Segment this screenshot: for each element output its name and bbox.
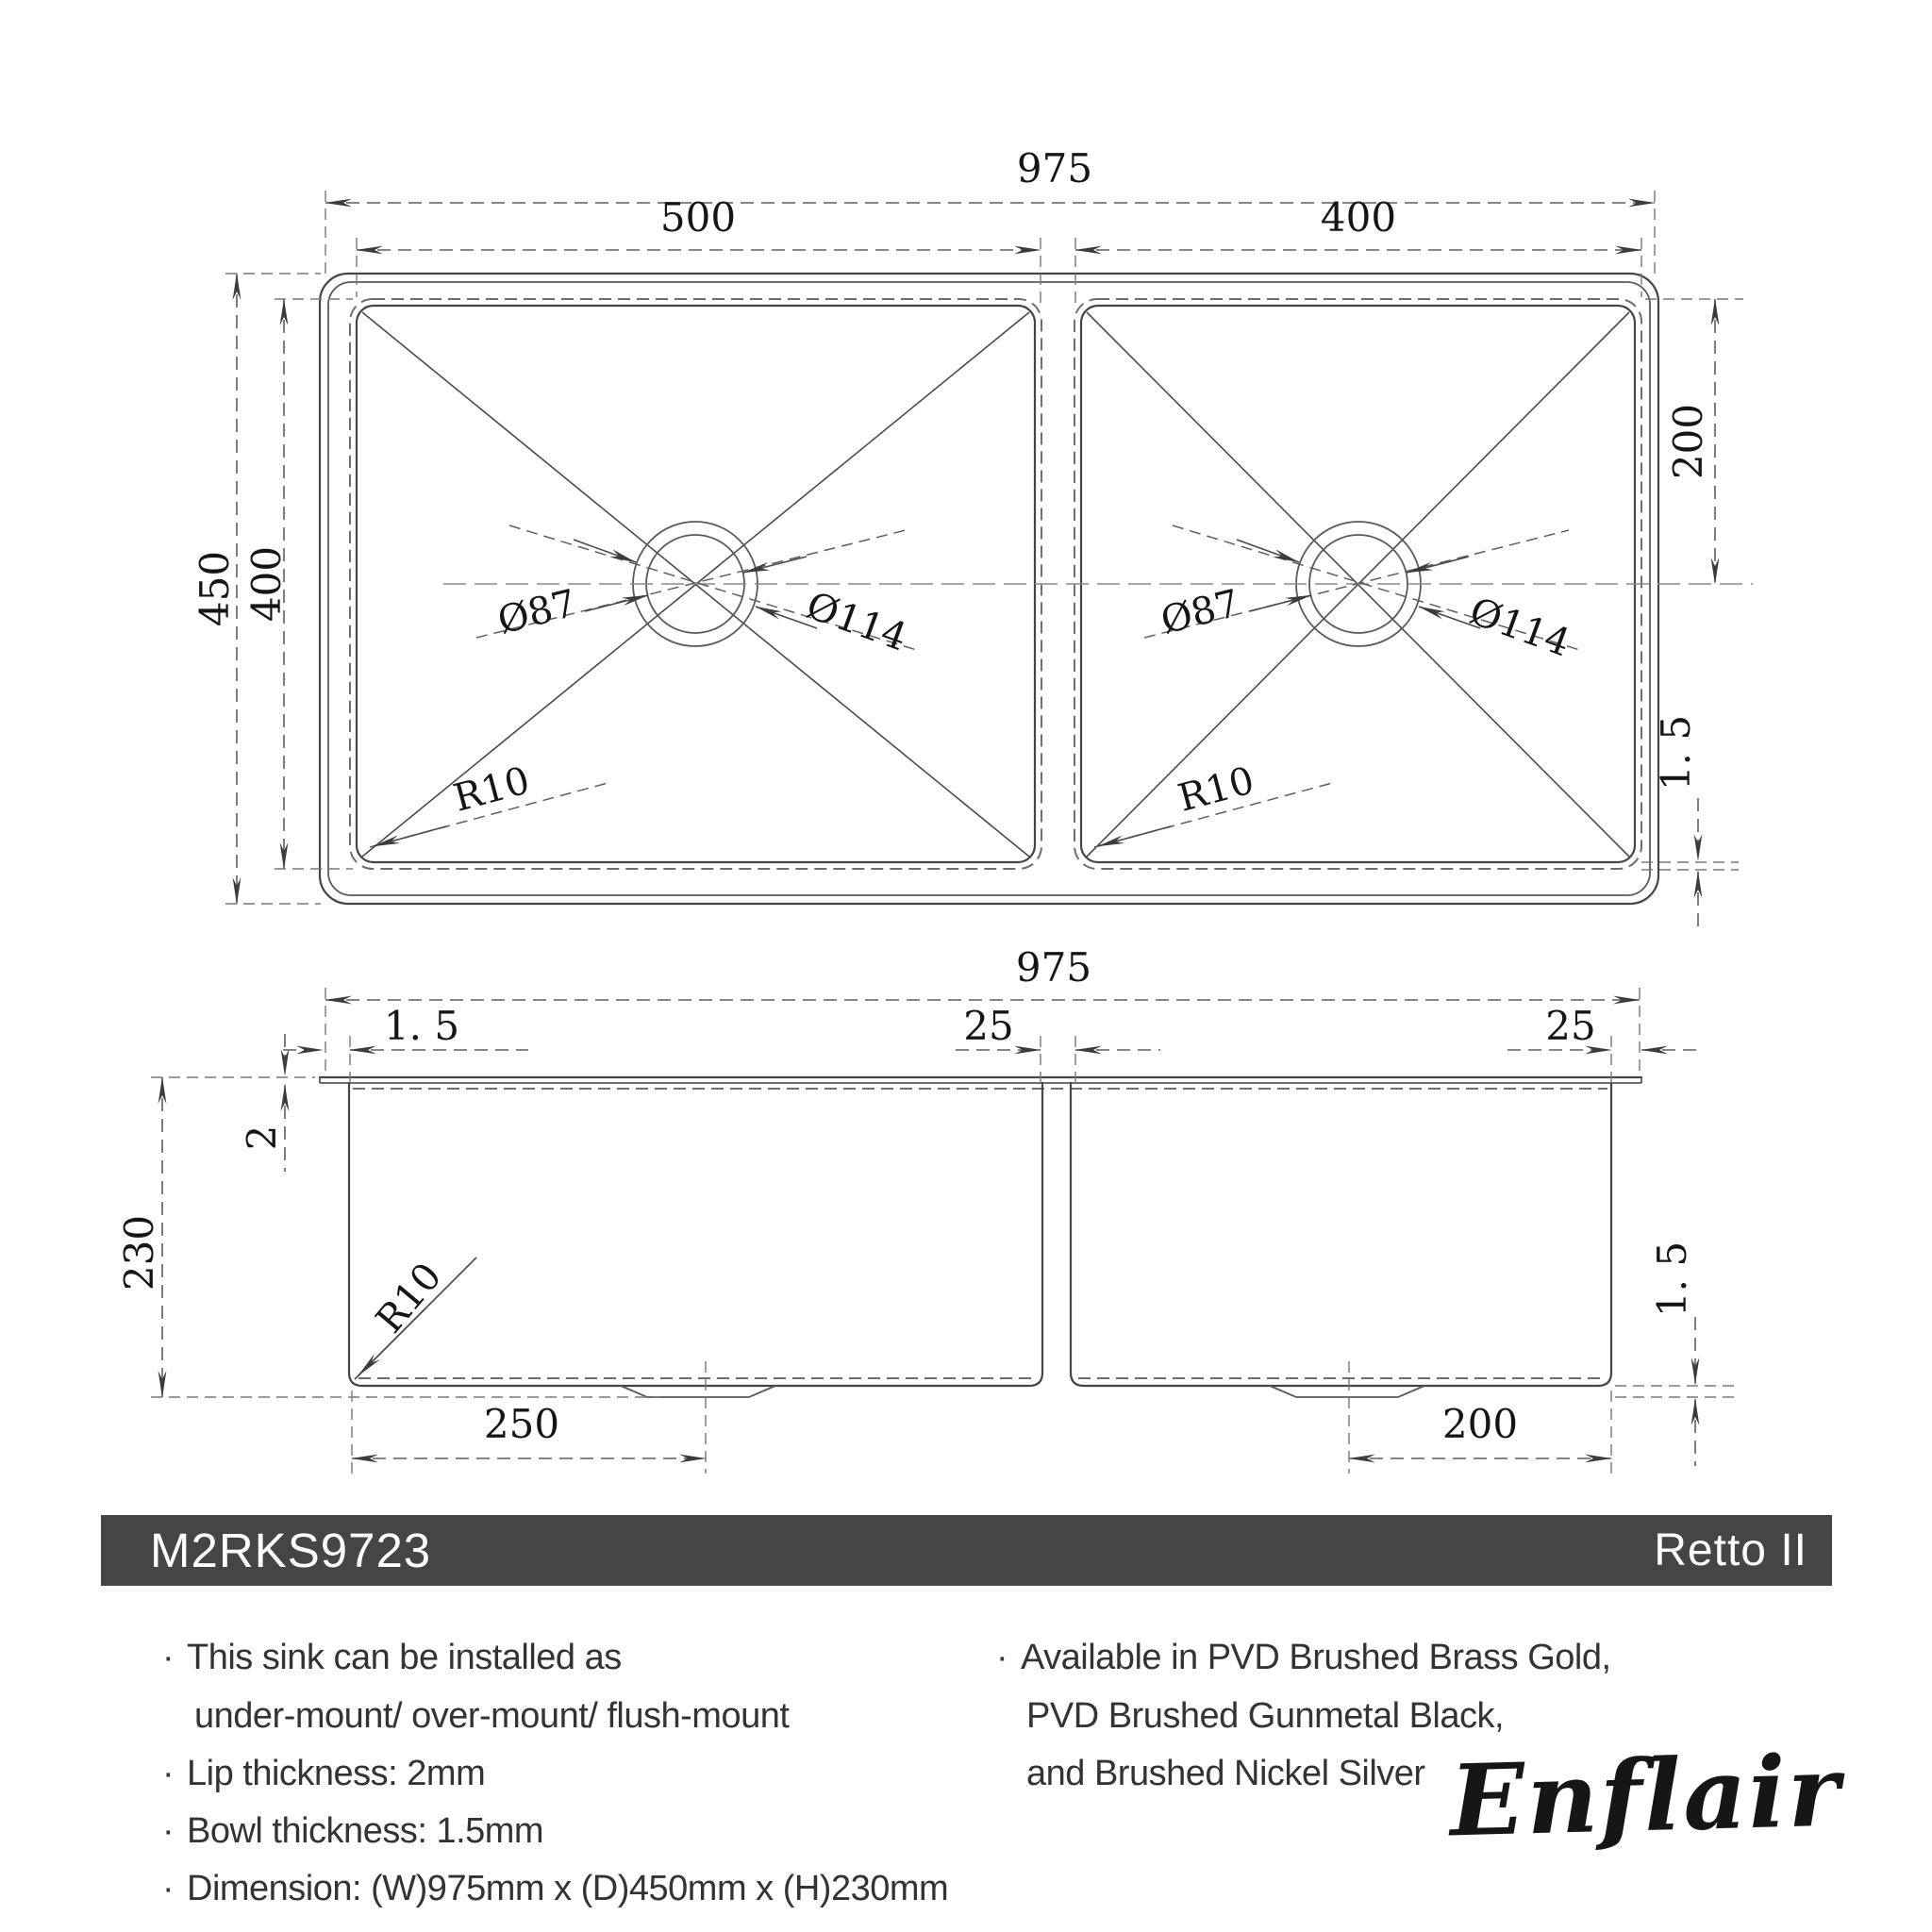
top-view: [192, 145, 1753, 934]
left-bowl-profile: [349, 1083, 1042, 1386]
bottom-thickness-label: 1. 5: [1649, 1241, 1695, 1318]
dim-arrow: [1237, 540, 1299, 562]
overall-depth-label: 450: [192, 550, 238, 627]
right-drain-offset-label: 200: [1441, 1401, 1519, 1447]
series-name: Retto II: [1654, 1525, 1807, 1575]
dim-arrow: [574, 540, 636, 562]
sink-outer-edge: [320, 274, 1658, 904]
side-wall-thickness-label: 1. 5: [383, 1003, 460, 1049]
left-drain-outer-dia-label: Ø114: [800, 583, 913, 660]
left-drain-recess: [621, 1386, 775, 1397]
left-corner-radius-label: R10: [449, 758, 535, 821]
bullet: ·: [162, 1869, 175, 1908]
top-overall-width-label: 975: [1016, 145, 1093, 192]
right-lip-width-label: 25: [1545, 1003, 1596, 1049]
bowl-depth-label: 400: [243, 545, 290, 623]
bullet: ·: [162, 1811, 175, 1851]
wall-thickness-label: 1. 5: [1653, 714, 1699, 791]
bullet: ·: [162, 1754, 175, 1793]
spec-dimension: · Dimension: (W)975mm x (D)450mm x (H)230mm: [162, 1869, 949, 1908]
right-center-offset-label: 200: [1665, 403, 1711, 480]
spec-install: · This sink can be installed as: [162, 1638, 622, 1677]
spec-install-2: under-mount/ over-mount/ flush-mount: [194, 1696, 790, 1736]
right-corner-radius-label: R10: [1174, 758, 1259, 821]
right-drain-outer-dia-label: Ø114: [1463, 589, 1576, 666]
bullet: ·: [162, 1638, 175, 1677]
spec-finishes: · Available in PVD Brushed Brass Gold,: [996, 1638, 1611, 1677]
height-label: 230: [116, 1214, 162, 1291]
side-view: [116, 944, 1736, 1474]
dim-arrow: [374, 826, 446, 846]
left-drain-inner-dia-label: Ø87: [493, 581, 581, 643]
brand-logo: Enflair: [1448, 1732, 1843, 1859]
left-bowl-width-label: 500: [659, 194, 737, 241]
spec-finishes-3: and Brushed Nickel Silver: [1026, 1754, 1425, 1793]
side-overall-width-label: 975: [1015, 944, 1092, 991]
spec-finishes-2: PVD Brushed Gunmetal Black,: [1026, 1696, 1505, 1736]
sink-inner-edge: [328, 282, 1650, 895]
bullet: ·: [996, 1638, 1008, 1677]
left-drain-offset-label: 250: [483, 1401, 560, 1447]
dim-arrow: [1098, 826, 1171, 846]
spec-bowl-thickness: · Bowl thickness: 1.5mm: [162, 1811, 544, 1851]
right-drain-recess: [1270, 1386, 1424, 1397]
model-number: M2RKS9723: [150, 1524, 432, 1577]
footer-bar: [101, 1515, 1832, 1586]
divider-lip-width-label: 25: [963, 1003, 1014, 1049]
lip-thickness-label: 2: [239, 1124, 285, 1151]
right-bowl-width-label: 400: [1320, 194, 1397, 241]
side-corner-radius-label: R10: [368, 1255, 451, 1341]
right-drain-inner-dia-label: Ø87: [1157, 581, 1244, 643]
spec-lip-thickness: · Lip thickness: 2mm: [162, 1754, 486, 1793]
right-bowl-profile: [1071, 1083, 1611, 1386]
